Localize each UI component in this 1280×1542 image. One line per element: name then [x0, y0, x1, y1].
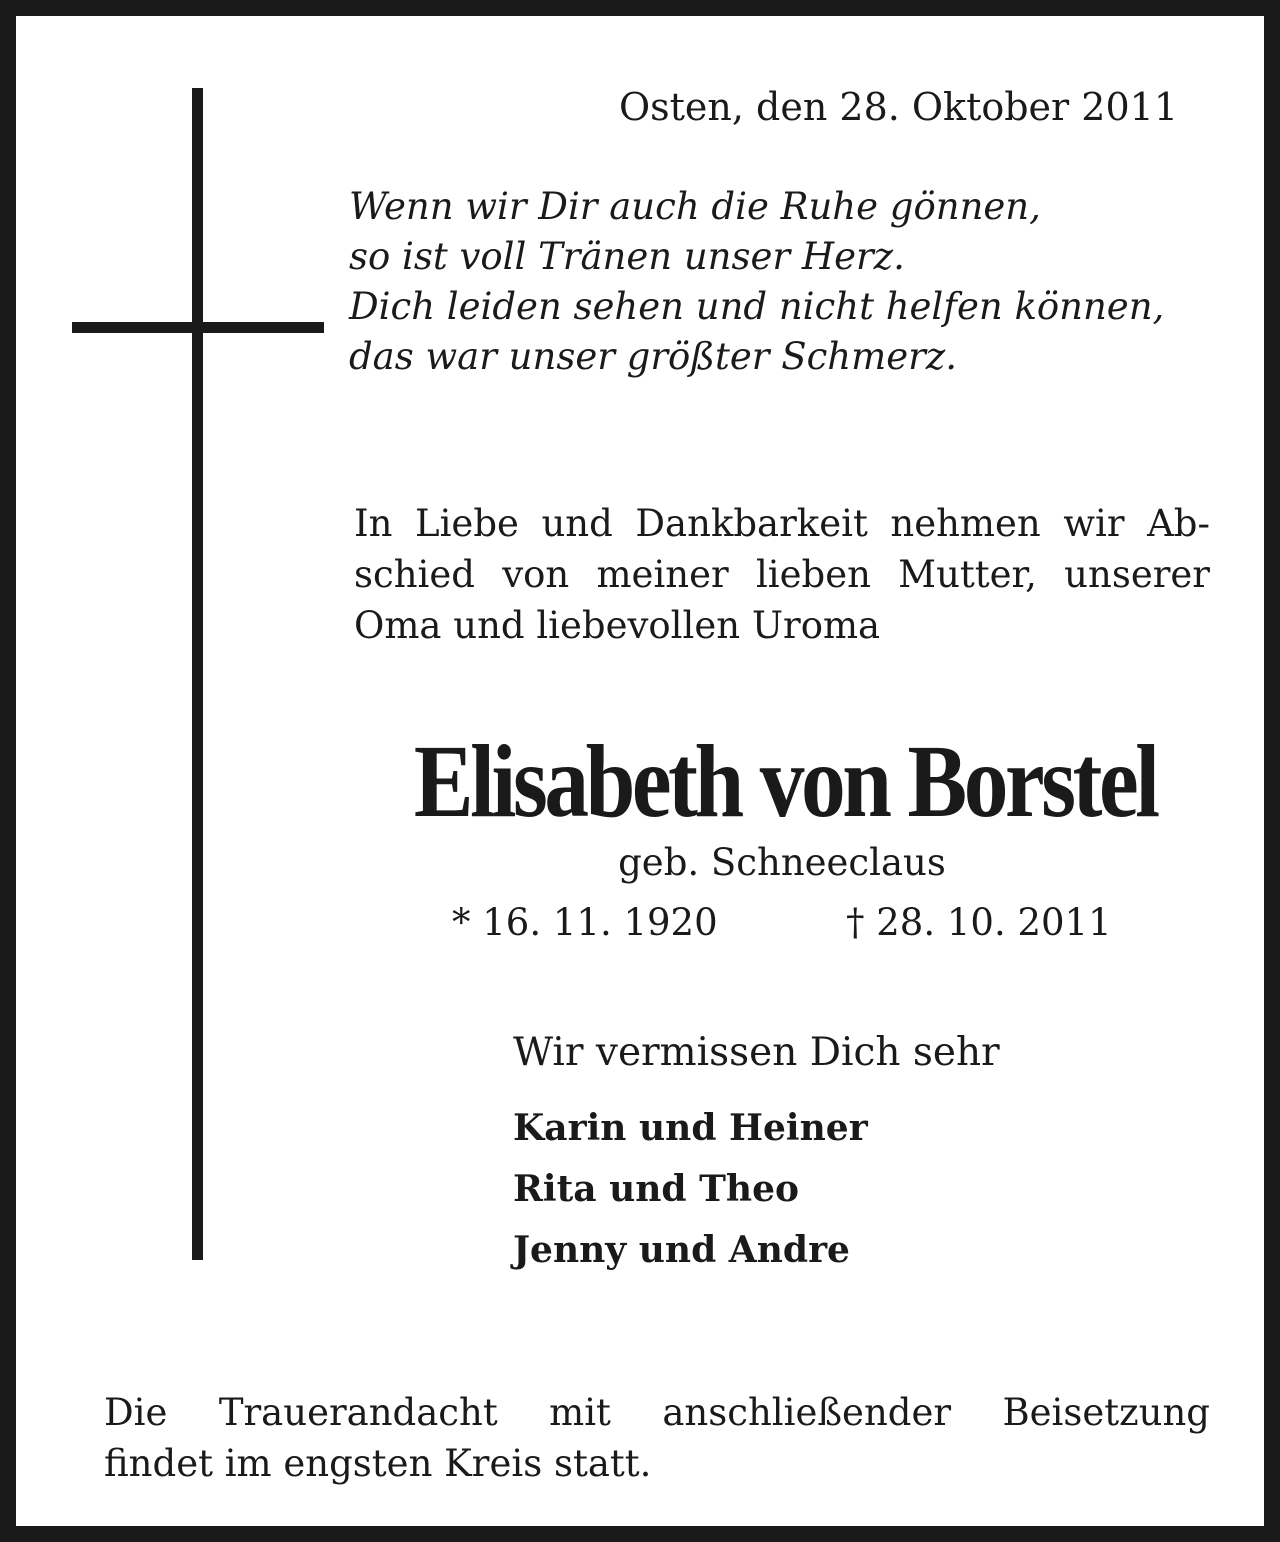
poem-line: das war unser größter Schmerz.	[349, 335, 958, 378]
service-line: Die Trauerandacht mit anschließender Beisetzung	[104, 1391, 1210, 1434]
poem-line: Dich leiden sehen und nicht helfen können,	[349, 285, 1165, 328]
mourner-family: Jenny und Andre	[513, 1229, 850, 1271]
poem-line: so ist voll Tränen unser Herz.	[349, 235, 905, 278]
deceased-name: Elisabeth von Borstel	[413, 724, 1157, 839]
mourners-intro: Wir vermissen Dich sehr	[513, 1030, 1000, 1075]
farewell-text	[354, 498, 1210, 651]
death-date: † 28. 10. 2011	[846, 901, 1112, 944]
mourner-family: Karin und Heiner	[513, 1107, 868, 1149]
poem-line: Wenn wir Dir auch die Ruhe gönnen,	[349, 185, 1041, 228]
service-notice	[104, 1387, 1210, 1489]
cross-horizontal-bar	[72, 322, 324, 333]
birth-date: * 16. 11. 1920	[452, 901, 718, 944]
poem	[349, 182, 1164, 382]
farewell-line: In Liebe und Dankbarkeit nehmen wir Ab-	[354, 502, 1210, 545]
mourner-family: Rita und Theo	[513, 1168, 800, 1210]
cross-vertical-bar	[192, 88, 203, 1260]
maiden-name: geb. Schneeclaus	[618, 841, 946, 884]
farewell-line: schied von meiner lieben Mutter, unserer	[354, 553, 1210, 596]
service-line: findet im engsten Kreis statt.	[104, 1442, 652, 1485]
date-line: Osten, den 28. Oktober 2011	[618, 85, 1178, 129]
mourners-list	[513, 1098, 868, 1281]
farewell-line: Oma und liebevollen Uroma	[354, 604, 881, 647]
